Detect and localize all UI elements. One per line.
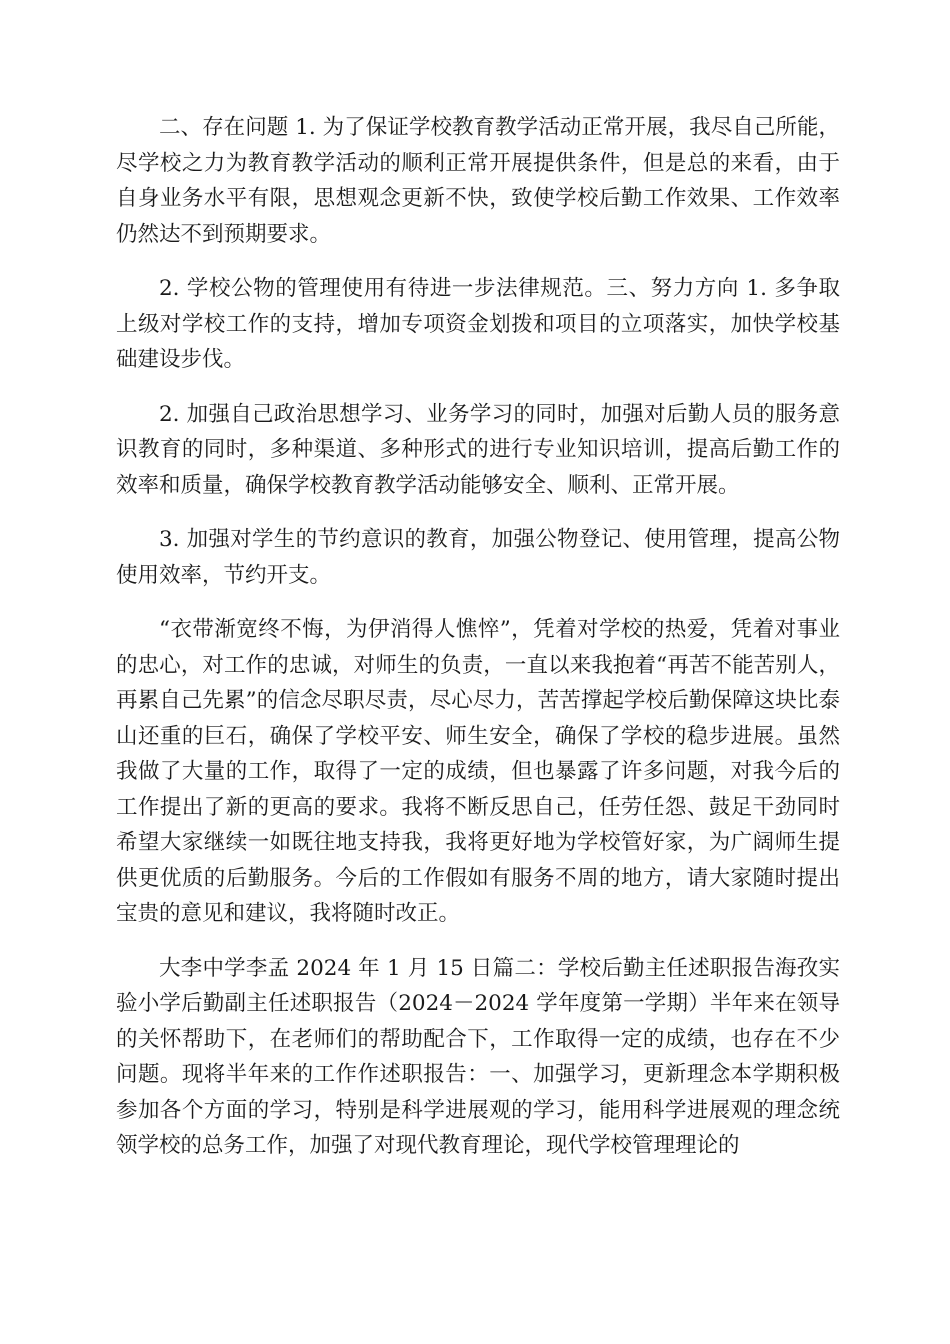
paragraph-political-study: 2. 加强自己政治思想学习、业务学习的同时，加强对后勤人员的服务意识教育的同时，多种渠道、多种形式的进行专业知识培训，提高后勤工作的效率和质量，确保学校教育教学活动能够安全、顺利、正常开展。 [116, 401, 840, 498]
document-page [116, 110, 840, 1183]
paragraph-existing-problems: 二、存在问题 1. 为了保证学校教育教学活动正常开展，我尽自己所能，尽学校之力为教育教学活动的顺利正常开展提供条件，但是总的来看，由于自身业务水平有限，思想观念更新不快，致使学校后勤工作效果、工作效率仍然达不到预期要求。 [116, 115, 840, 247]
paragraph-second-report: 大李中学李孟 2024 年 1 月 15 日篇二：学校后勤主任述职报告海孜实验小学后勤副主任述职报告（2024－2024 学年度第一学期）半年来在领导的关怀帮助下，在老师们的帮助配合下，工作取得一定的成绩，也存在不少问题。现将半年来的工作作述职报告：一、加强学习，更新理念本学期积极参加各个方面的学习，特别是科学进展观的学习，能用科学进展观的理念统领学校的总务工作，加强了对现代教育理论，现代学校管理理论的 [116, 955, 840, 1158]
paragraph-public-property-management: 2. 学校公物的管理使用有待进一步法律规范。三、努力方向 1. 多争取上级对学校工作的支持，增加专项资金划拨和项目的立项落实，加快学校基础建设步伐。 [116, 276, 840, 372]
paragraph-conclusion: “衣带渐宽终不悔，为伊消得人憔悴”，凭着对学校的热爱，凭着对事业的忠心，对工作的忠诚，对师生的负责，一直以来我抱着“再苦不能苦别人，再累自己先累”的信念尽职尽责，尽心尽力，苦苦撑起学校后勤保障这块比泰山还重的巨石，确保了学校平安、师生安全，确保了学校的稳步进展。虽然我做了大量的工作，取得了一定的成绩，但也暴露了许多问题，对我今后的工作提出了新的更高的要求。我将不断反思自己，任劳任怨、鼓足干劲同时希望大家继续一如既往地支持我，我将更好地为学校管好家，为广阔师生提供更优质的后勤服务。今后的工作假如有服务不周的地方，请大家随时提出宝贵的意见和建议，我将随时改正。 [116, 617, 840, 926]
paragraph-saving-awareness: 3. 加强对学生的节约意识的教育，加强公物登记、使用管理，提高公物使用效率，节约开支。 [116, 527, 840, 588]
